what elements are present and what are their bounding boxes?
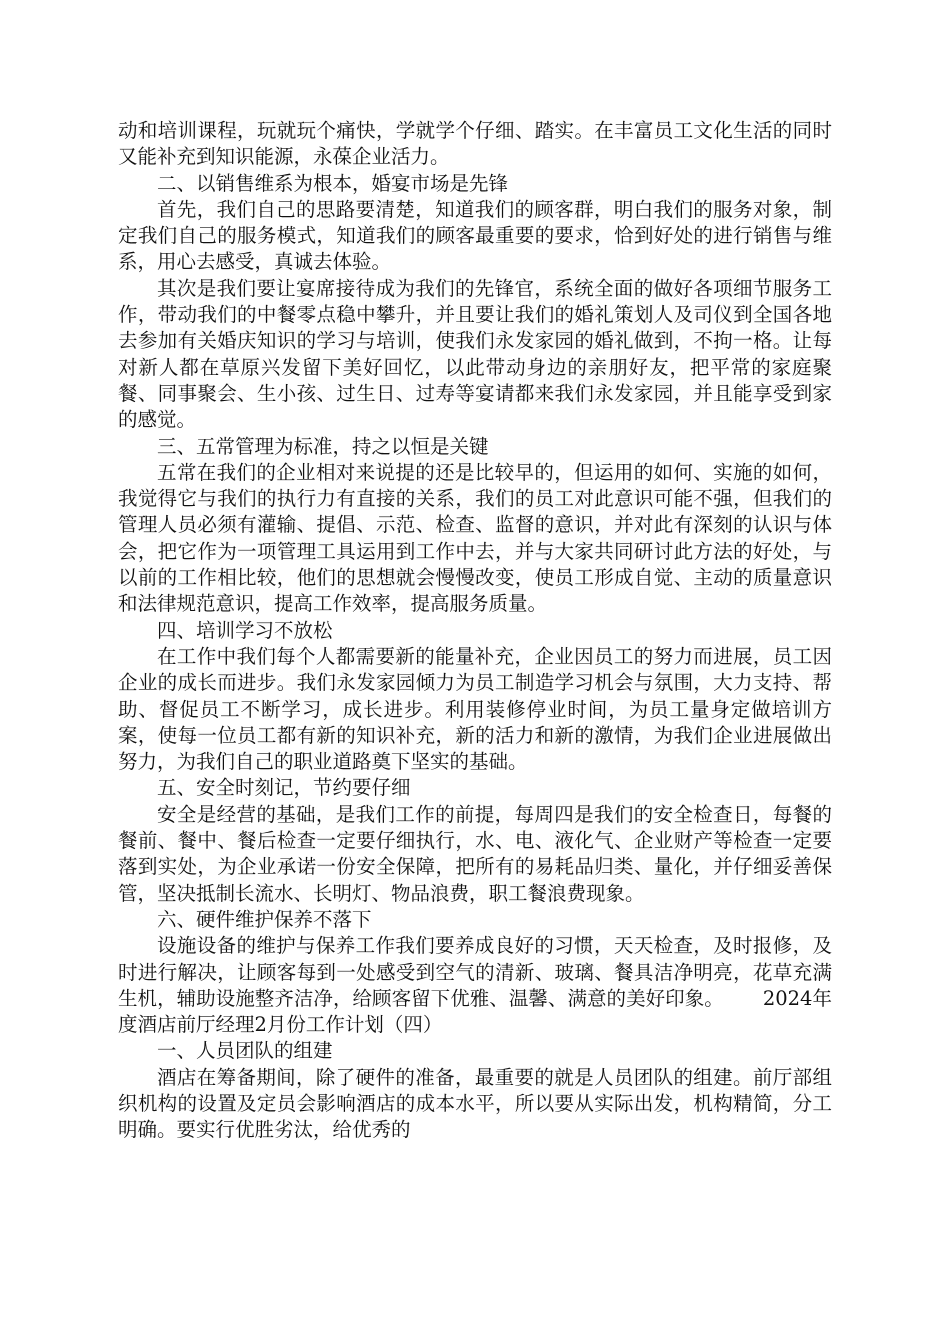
paragraph-with-title	[118, 933, 832, 1038]
paragraph-text: 设施设备的维护与保养工作我们要养成良好的习惯，天天检查，及时报修，及时进行解决，让顾客每到一处感受到空气的清新、玻璃、餐具洁净明亮，花草充满生机，辅助设施整齐洁净，给顾客留下优雅、温馨、满意的美好印象。	[118, 934, 832, 1010]
paragraph-continuation: 动和培训课程，玩就玩个痛快，学就学个仔细、踏实。在丰富员工文化生活的同时又能补充到知识能源，永葆企业活力。	[118, 119, 832, 169]
paragraph: 安全是经营的基础，是我们工作的前提，每周四是我们的安全检查日，每餐的餐前、餐中、餐后检查一定要仔细执行，水、电、液化气、企业财产等检查一定要落到实处，为企业承诺一份安全保障，把所有的易耗品归类、量化，并仔细妥善保管，坚决抵制长流水、长明灯、物品浪费，职工餐浪费现象。	[118, 802, 832, 905]
section-heading-4: 四、培训学习不放松	[157, 618, 333, 642]
paragraph: 在工作中我们每个人都需要新的能量补充，企业因员工的努力而进展，员工因企业的成长而进步。我们永发家园倾力为员工制造学习机会与氛围，大力支持、帮助、督促员工不断学习，成长进步。利用装修停业时间，为员工量身定做培训方案，使每一位员工都有新的知识补充，新的活力和新的激情，为我们企业进展做出努力，为我们自己的职业道路奠下坚实的基础。	[118, 644, 832, 774]
section-heading-5: 五、安全时刻记，节约要仔细	[157, 776, 411, 800]
paragraph: 首先，我们自己的思路要清楚，知道我们的顾客群，明白我们的服务对象，制定我们自己的服务模式，知道我们的顾客最重要的要求，恰到好处的进行销售与维系，用心去感受，真诚去体验。	[118, 197, 832, 274]
paragraph: 其次是我们要让宴席接待成为我们的先锋官，系统全面的做好各项细节服务工作，带动我们的中餐零点稳中攀升，并且要让我们的婚礼策划人及司仪到全国各地去参加有关婚庆知识的学习与培训，使我们永发家园的婚礼做到，不拘一格。让每对新人都在草原兴发留下美好回忆，以此带动身边的亲朋好友，把平常的家庭聚餐、同事聚会、生小孩、过生日、过寿等宴请都来我们永发家园，并且能享受到家的感觉。	[118, 276, 832, 432]
paragraph: 五常在我们的企业相对来说提的还是比较早的，但运用的如何、实施的如何，我觉得它与我们的执行力有直接的关系，我们的员工对此意识可能不强，但我们的管理人员必须有灌输、提倡、示范、检查、监督的意识，并对此有深刻的认识与体会，把它作为一项管理工具运用到工作中去，并与大家共同研讨此方法的好处，与以前的工作相比较，他们的思想就会慢慢改变，使员工形成自觉、主动的质量意识和法律规范意识，提高工作效率，提高服务质量。	[118, 460, 832, 616]
section-heading-1: 一、人员团队的组建	[157, 1039, 333, 1063]
paragraph: 酒店在筹备期间，除了硬件的准备，最重要的就是人员团队的组建。前厅部组织机构的设置及定员会影响酒店的成本水平，所以要从实际出发，机构精简，分工明确。要实行优胜劣汰，给优秀的	[118, 1065, 832, 1142]
document-page	[118, 118, 832, 1144]
document-title: 2024年度酒店前厅经理2月份工作计划（四）	[118, 986, 832, 1037]
section-heading-2: 二、以销售维系为根本，婚宴市场是先锋	[157, 171, 509, 195]
section-heading-3: 三、五常管理为标准，持之以恒是关键	[157, 434, 489, 458]
section-heading-6: 六、硬件维护保养不落下	[157, 907, 372, 931]
